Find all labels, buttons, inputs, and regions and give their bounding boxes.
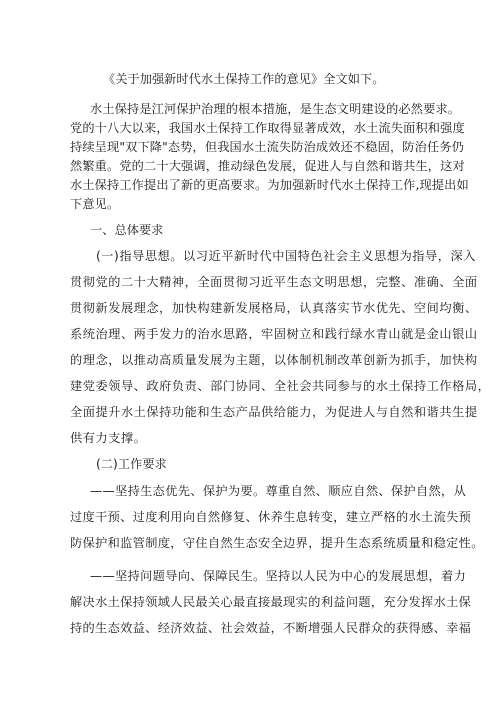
intro-paragraph-line: 党的十八大以来，我国水土保持工作取得显著成效，水土流失面积和强度 bbox=[70, 121, 465, 135]
guiding-thought-line: 全面提升水土保持功能和生态产品供给能力，为促进人与自然和谐共生提 bbox=[70, 405, 478, 419]
requirement-line: ——坚持生态优先、保护为要。尊重自然、顺应自然、保护自然，从 bbox=[90, 484, 467, 498]
guiding-thought-line: 系统治理、两手发力的治水思路，牢固树立和践行绿水青山就是金山银山 bbox=[70, 327, 478, 341]
intro-paragraph-line: 水土保持是江河保护治理的根本措施，是生态文明建设的必然要求。 bbox=[90, 102, 461, 116]
intro-paragraph-line: 然繁重。党的二十大强调，推动绿色发展，促进人与自然和谐共生，这对 bbox=[70, 159, 465, 173]
intro-paragraph-line: 水土保持工作提出了新的更高要求。为加强新时代水土保持工作,现提出如 bbox=[70, 178, 469, 192]
requirement-line: 防保护和监管制度，守住自然生态安全边界，提升生态系统质量和稳定性。 bbox=[70, 536, 484, 550]
guiding-thought-line: 供有力支撑。 bbox=[70, 431, 147, 445]
requirement-line: ——坚持问题导向、保障民生。坚持以人民为中心的发展思想，着力 bbox=[90, 569, 467, 583]
requirement-line: 过度干预、过度利用向自然修复、休养生息转变，建立严格的水土流失预 bbox=[70, 510, 472, 524]
guiding-thought-line: 贯彻新发展理念，加快构建新发展格局，认真落实节水优先、空间均衡、 bbox=[70, 301, 478, 315]
guiding-thought-line: 建党委领导、政府负责、部门协同、全社会共同参与的水土保持工作格局， bbox=[70, 379, 491, 393]
requirement-line: 持的生态效益、经济效益、社会效益，不断增强人民群众的获得感、幸福 bbox=[70, 621, 472, 635]
guiding-thought-line: (一)指导思想。以习近平新时代中国特色社会主义思想为指导，深入 bbox=[96, 249, 476, 263]
section-heading: 一、总体要求 bbox=[90, 223, 164, 237]
requirement-line: 解决水土保持领域人民最关心最直接最现实的利益问题，充分发挥水土保 bbox=[70, 595, 472, 609]
intro-paragraph-line: 下意见。 bbox=[70, 197, 120, 211]
document-title-line: 《关于加强新时代水土保持工作的意见》全文如下。 bbox=[103, 72, 385, 86]
intro-paragraph-line: 持续呈现"双下降"态势，但我国水土流失防治成效还不稳固，防治任务仍 bbox=[70, 140, 464, 154]
guiding-thought-line: 的理念，以推动高质量发展为主题，以体制机制改革创新为抓手，加快构 bbox=[70, 353, 478, 367]
subsection-heading: (二)工作要求 bbox=[96, 457, 167, 471]
guiding-thought-line: 贯彻党的二十大精神，全面贯彻习近平生态文明思想，完整、准确、全面 bbox=[70, 275, 478, 289]
